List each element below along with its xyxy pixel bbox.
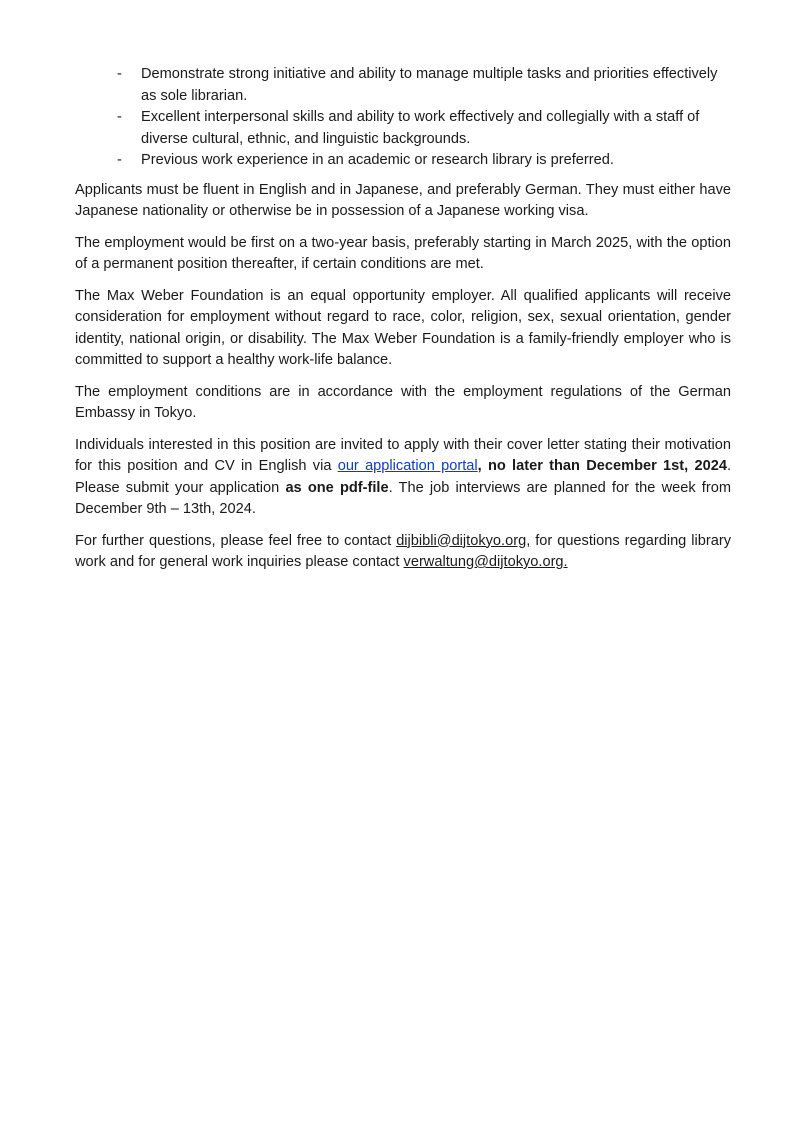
- contact-paragraph: [75, 531, 731, 574]
- application-mid: . Please submit your application: [75, 458, 732, 496]
- list-item: [117, 107, 731, 150]
- bullet-dash: -: [117, 66, 122, 82]
- application-paragraph: [75, 435, 731, 521]
- application-format: as one pdf-file: [285, 479, 389, 496]
- employment-paragraph: The employment would be first on a two-year basis, preferably starting in March 2025, with the option of a permanent position thereafter, if certain conditions are met.: [75, 234, 731, 272]
- list-item-text: Previous work experience in an academic or research library is preferred.: [141, 152, 614, 168]
- contact-mid: for questions regarding library work and for general work inquiries please contact: [75, 532, 731, 570]
- list-item-text: Demonstrate strong initiative and ability to manage multiple tasks and priorities effectively as sole librarian.: [141, 66, 718, 104]
- library-email-link[interactable]: dijbibli@dijtokyo.org,: [396, 532, 531, 549]
- conditions-paragraph: The employment conditions are in accordance with the employment regulations of the German Embassy in Tokyo.: [75, 383, 731, 421]
- document-body: [75, 64, 731, 574]
- list-item: [117, 150, 731, 172]
- application-portal-link[interactable]: our application portal: [337, 458, 478, 474]
- application-end: . The job interviews are planned for the week from December 9th – 13th, 2024.: [75, 479, 731, 517]
- list-item-text: Excellent interpersonal skills and ability to work effectively and collegially with a staff of diverse cultural, ethnic, and linguistic backgrounds.: [141, 109, 700, 147]
- application-deadline: , no later than December 1st, 2024: [477, 458, 727, 474]
- list-item: [117, 64, 731, 107]
- requirements-list: [75, 64, 731, 172]
- application-intro: Individuals interested in this position are invited to apply with their cover letter stating their motivation for this position and CV in English via: [75, 436, 731, 474]
- bullet-dash: -: [117, 109, 122, 125]
- equal-opportunity-paragraph: The Max Weber Foundation is an equal opportunity employer. All qualified applicants will receive consideration for employment without regard to race, color, religion, sex, sexual orientation, gender identity, national origin, or disability. The Max Weber Foundation is a family-friendly employer who is committed to support a healthy work-life balance.: [75, 287, 731, 368]
- admin-email-link[interactable]: verwaltung@dijtokyo.org.: [403, 554, 568, 570]
- bullet-dash: -: [117, 152, 122, 168]
- languages-paragraph: Applicants must be fluent in English and in Japanese, and preferably German. They must either have Japanese nationality or otherwise be in possession of a Japanese working visa.: [75, 181, 731, 219]
- contact-intro: For further questions, please feel free to contact: [75, 532, 397, 549]
